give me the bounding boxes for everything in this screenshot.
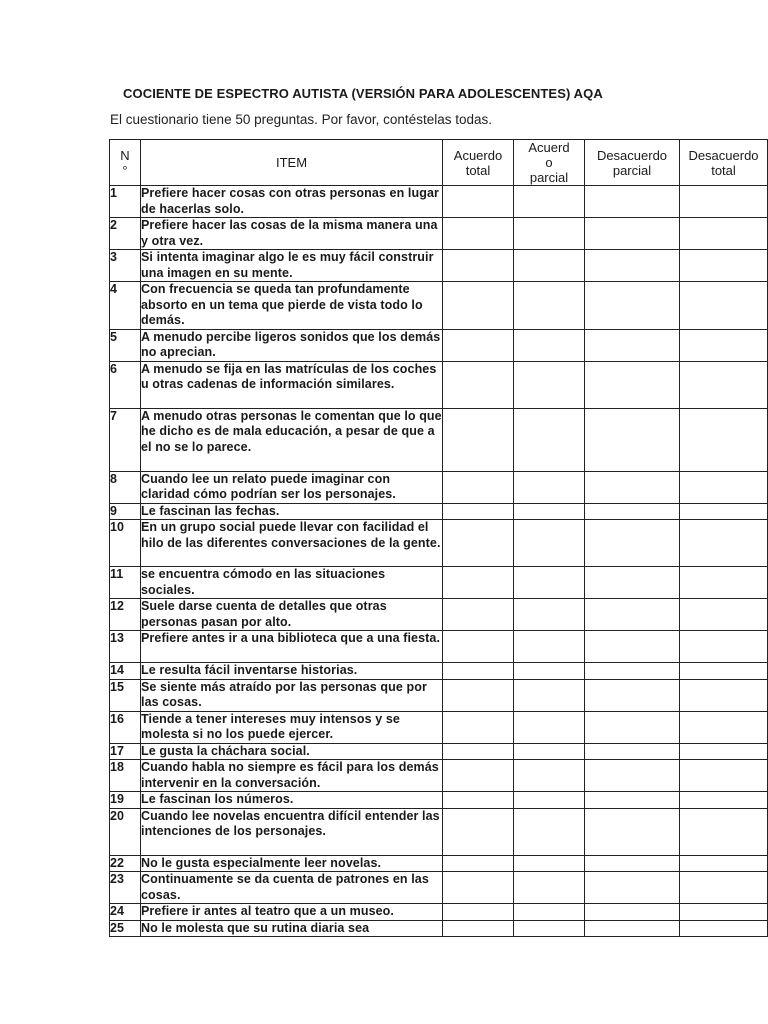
row-item: Se siente más atraído por las personas que por las cosas. <box>141 679 443 711</box>
answer-desacuerdo-parcial[interactable] <box>585 808 680 855</box>
table-row <box>110 520 768 567</box>
row-item: se encuentra cómodo en las situaciones sociales. <box>141 567 443 599</box>
row-number: 14 <box>110 663 141 680</box>
answer-acuerdo-parcial[interactable] <box>514 329 585 361</box>
answer-acuerdo-total[interactable] <box>443 808 514 855</box>
answer-desacuerdo-parcial[interactable] <box>585 186 680 218</box>
answer-desacuerdo-total[interactable] <box>680 503 768 520</box>
answer-desacuerdo-total[interactable] <box>680 904 768 921</box>
answer-acuerdo-parcial[interactable] <box>514 631 585 663</box>
row-number: 3 <box>110 250 141 282</box>
row-number: 5 <box>110 329 141 361</box>
answer-acuerdo-parcial[interactable] <box>514 679 585 711</box>
row-item: Cuando lee novelas encuentra difícil entender las intenciones de los personajes. <box>141 808 443 855</box>
answer-acuerdo-parcial[interactable] <box>514 503 585 520</box>
answer-acuerdo-parcial[interactable] <box>514 520 585 567</box>
answer-acuerdo-parcial[interactable] <box>514 792 585 809</box>
answer-acuerdo-parcial[interactable] <box>514 872 585 904</box>
table-row <box>110 663 768 680</box>
answer-acuerdo-parcial[interactable] <box>514 471 585 503</box>
row-item: A menudo se fija en las matrículas de los coches u otras cadenas de información similares. <box>141 361 443 408</box>
row-number: 19 <box>110 792 141 809</box>
answer-acuerdo-parcial[interactable] <box>514 218 585 250</box>
answer-desacuerdo-parcial[interactable] <box>585 471 680 503</box>
answer-acuerdo-total[interactable] <box>443 361 514 408</box>
answer-desacuerdo-parcial[interactable] <box>585 855 680 872</box>
table-row <box>110 408 768 471</box>
answer-desacuerdo-parcial[interactable] <box>585 250 680 282</box>
answer-desacuerdo-total[interactable] <box>680 186 768 218</box>
row-item: Le gusta la cháchara social. <box>141 743 443 760</box>
table-row <box>110 503 768 520</box>
answer-acuerdo-total[interactable] <box>443 711 514 743</box>
table-row <box>110 218 768 250</box>
answer-acuerdo-total[interactable] <box>443 567 514 599</box>
table-row <box>110 808 768 855</box>
answer-desacuerdo-parcial[interactable] <box>585 663 680 680</box>
table-row <box>110 792 768 809</box>
answer-desacuerdo-total[interactable] <box>680 361 768 408</box>
row-item: Prefiere ir antes al teatro que a un museo. <box>141 904 443 921</box>
answer-acuerdo-total[interactable] <box>443 520 514 567</box>
row-number: 15 <box>110 679 141 711</box>
table-row <box>110 361 768 408</box>
answer-acuerdo-total[interactable] <box>443 855 514 872</box>
answer-acuerdo-parcial[interactable] <box>514 282 585 330</box>
answer-acuerdo-total[interactable] <box>443 599 514 631</box>
row-number: 16 <box>110 711 141 743</box>
row-item: A menudo otras personas le comentan que lo que he dicho es de mala educación, a pesar de que a el no se lo parece. <box>141 408 443 471</box>
answer-desacuerdo-total[interactable] <box>680 920 768 937</box>
row-item: Continuamente se da cuenta de patrones en las cosas. <box>141 872 443 904</box>
row-number: 4 <box>110 282 141 330</box>
row-number: 18 <box>110 760 141 792</box>
answer-desacuerdo-total[interactable] <box>680 808 768 855</box>
answer-desacuerdo-parcial[interactable] <box>585 329 680 361</box>
row-number: 11 <box>110 567 141 599</box>
answer-acuerdo-total[interactable] <box>443 743 514 760</box>
row-item: A menudo percibe ligeros sonidos que los demás no aprecian. <box>141 329 443 361</box>
header-desacuerdo-parcial: Desacuerdo parcial <box>585 140 680 186</box>
table-row <box>110 872 768 904</box>
row-number: 6 <box>110 361 141 408</box>
row-item: Le fascinan los números. <box>141 792 443 809</box>
table-row <box>110 599 768 631</box>
table-row <box>110 711 768 743</box>
row-number: 17 <box>110 743 141 760</box>
row-item: Cuando habla no siempre es fácil para los demás intervenir en la conversación. <box>141 760 443 792</box>
answer-acuerdo-parcial[interactable] <box>514 743 585 760</box>
row-number: 10 <box>110 520 141 567</box>
answer-acuerdo-total[interactable] <box>443 631 514 663</box>
questionnaire-table <box>109 139 768 937</box>
row-number: 2 <box>110 218 141 250</box>
answer-desacuerdo-parcial[interactable] <box>585 711 680 743</box>
answer-desacuerdo-total[interactable] <box>680 408 768 471</box>
header-item: ITEM <box>141 140 443 186</box>
row-number: 9 <box>110 503 141 520</box>
row-item: Prefiere antes ir a una biblioteca que a una fiesta. <box>141 631 443 663</box>
row-number: 22 <box>110 855 141 872</box>
answer-desacuerdo-total[interactable] <box>680 599 768 631</box>
answer-acuerdo-total[interactable] <box>443 503 514 520</box>
row-number: 7 <box>110 408 141 471</box>
answer-acuerdo-parcial[interactable] <box>514 361 585 408</box>
table-row <box>110 282 768 330</box>
answer-desacuerdo-parcial[interactable] <box>585 872 680 904</box>
answer-desacuerdo-total[interactable] <box>680 743 768 760</box>
answer-acuerdo-total[interactable] <box>443 760 514 792</box>
table-row <box>110 250 768 282</box>
answer-acuerdo-total[interactable] <box>443 218 514 250</box>
answer-desacuerdo-total[interactable] <box>680 567 768 599</box>
header-acuerdo-parcial: Acuerd o parcial <box>514 140 585 186</box>
answer-acuerdo-parcial[interactable] <box>514 855 585 872</box>
row-number: 20 <box>110 808 141 855</box>
answer-acuerdo-total[interactable] <box>443 408 514 471</box>
answer-acuerdo-total[interactable] <box>443 329 514 361</box>
row-item: No le gusta especialmente leer novelas. <box>141 855 443 872</box>
answer-acuerdo-total[interactable] <box>443 679 514 711</box>
row-item: En un grupo social puede llevar con facilidad el hilo de las diferentes conversaciones de la gente. <box>141 520 443 567</box>
answer-acuerdo-parcial[interactable] <box>514 904 585 921</box>
row-item: Prefiere hacer cosas con otras personas en lugar de hacerlas solo. <box>141 186 443 218</box>
answer-desacuerdo-parcial[interactable] <box>585 631 680 663</box>
answer-desacuerdo-total[interactable] <box>680 282 768 330</box>
answer-acuerdo-parcial[interactable] <box>514 711 585 743</box>
answer-desacuerdo-parcial[interactable] <box>585 792 680 809</box>
table-row <box>110 920 768 937</box>
table-row <box>110 743 768 760</box>
row-item: Prefiere hacer las cosas de la misma manera una y otra vez. <box>141 218 443 250</box>
answer-desacuerdo-parcial[interactable] <box>585 920 680 937</box>
answer-desacuerdo-parcial[interactable] <box>585 599 680 631</box>
row-number: 13 <box>110 631 141 663</box>
answer-desacuerdo-parcial[interactable] <box>585 282 680 330</box>
answer-acuerdo-total[interactable] <box>443 663 514 680</box>
table-row <box>110 904 768 921</box>
answer-acuerdo-parcial[interactable] <box>514 920 585 937</box>
answer-desacuerdo-total[interactable] <box>680 329 768 361</box>
answer-acuerdo-parcial[interactable] <box>514 408 585 471</box>
row-number: 24 <box>110 904 141 921</box>
row-item: Suele darse cuenta de detalles que otras personas pasan por alto. <box>141 599 443 631</box>
answer-desacuerdo-total[interactable] <box>680 663 768 680</box>
answer-desacuerdo-total[interactable] <box>680 855 768 872</box>
answer-acuerdo-total[interactable] <box>443 920 514 937</box>
answer-desacuerdo-parcial[interactable] <box>585 567 680 599</box>
answer-desacuerdo-total[interactable] <box>680 631 768 663</box>
answer-desacuerdo-parcial[interactable] <box>585 361 680 408</box>
answer-desacuerdo-parcial[interactable] <box>585 760 680 792</box>
table-row <box>110 567 768 599</box>
header-num: N ° <box>110 140 141 186</box>
table-row <box>110 186 768 218</box>
table-row <box>110 471 768 503</box>
answer-desacuerdo-total[interactable] <box>680 679 768 711</box>
answer-acuerdo-total[interactable] <box>443 282 514 330</box>
answer-desacuerdo-total[interactable] <box>680 520 768 567</box>
answer-acuerdo-total[interactable] <box>443 904 514 921</box>
header-row <box>110 140 768 186</box>
answer-desacuerdo-total[interactable] <box>680 760 768 792</box>
answer-desacuerdo-total[interactable] <box>680 711 768 743</box>
answer-acuerdo-total[interactable] <box>443 792 514 809</box>
row-item: Cuando lee un relato puede imaginar con claridad cómo podrían ser los personajes. <box>141 471 443 503</box>
row-number: 8 <box>110 471 141 503</box>
answer-acuerdo-total[interactable] <box>443 471 514 503</box>
answer-desacuerdo-parcial[interactable] <box>585 520 680 567</box>
table-row <box>110 631 768 663</box>
answer-desacuerdo-total[interactable] <box>680 792 768 809</box>
answer-desacuerdo-parcial[interactable] <box>585 679 680 711</box>
header-acuerdo-total: Acuerdo total <box>443 140 514 186</box>
answer-desacuerdo-total[interactable] <box>680 471 768 503</box>
answer-desacuerdo-parcial[interactable] <box>585 218 680 250</box>
row-number: 23 <box>110 872 141 904</box>
header-desacuerdo-total: Desacuerdo total <box>680 140 768 186</box>
table-row <box>110 329 768 361</box>
answer-desacuerdo-parcial[interactable] <box>585 904 680 921</box>
answer-desacuerdo-total[interactable] <box>680 218 768 250</box>
document-title: COCIENTE DE ESPECTRO AUTISTA (VERSIÓN PARA ADOLESCENTES) AQA <box>123 86 603 101</box>
row-item: Le resulta fácil inventarse historias. <box>141 663 443 680</box>
row-item: Con frecuencia se queda tan profundamente absorto en un tema que pierde de vista todo lo demás. <box>141 282 443 330</box>
answer-acuerdo-parcial[interactable] <box>514 599 585 631</box>
table-row <box>110 679 768 711</box>
answer-desacuerdo-total[interactable] <box>680 250 768 282</box>
row-item: No le molesta que su rutina diaria sea <box>141 920 443 937</box>
answer-acuerdo-parcial[interactable] <box>514 808 585 855</box>
row-number: 25 <box>110 920 141 937</box>
row-item: Tiende a tener intereses muy intensos y se molesta si no los puede ejercer. <box>141 711 443 743</box>
table-row <box>110 855 768 872</box>
answer-acuerdo-parcial[interactable] <box>514 663 585 680</box>
answer-desacuerdo-total[interactable] <box>680 872 768 904</box>
answer-desacuerdo-parcial[interactable] <box>585 408 680 471</box>
answer-acuerdo-parcial[interactable] <box>514 250 585 282</box>
row-item: Si intenta imaginar algo le es muy fácil construir una imagen en su mente. <box>141 250 443 282</box>
answer-acuerdo-total[interactable] <box>443 250 514 282</box>
table-row <box>110 760 768 792</box>
answer-acuerdo-total[interactable] <box>443 186 514 218</box>
answer-acuerdo-total[interactable] <box>443 872 514 904</box>
document-intro: El cuestionario tiene 50 preguntas. Por favor, contéstelas todas. <box>110 112 492 127</box>
answer-acuerdo-parcial[interactable] <box>514 186 585 218</box>
answer-desacuerdo-parcial[interactable] <box>585 743 680 760</box>
row-number: 12 <box>110 599 141 631</box>
row-number: 1 <box>110 186 141 218</box>
answer-acuerdo-parcial[interactable] <box>514 567 585 599</box>
answer-acuerdo-parcial[interactable] <box>514 760 585 792</box>
row-item: Le fascinan las fechas. <box>141 503 443 520</box>
answer-desacuerdo-parcial[interactable] <box>585 503 680 520</box>
